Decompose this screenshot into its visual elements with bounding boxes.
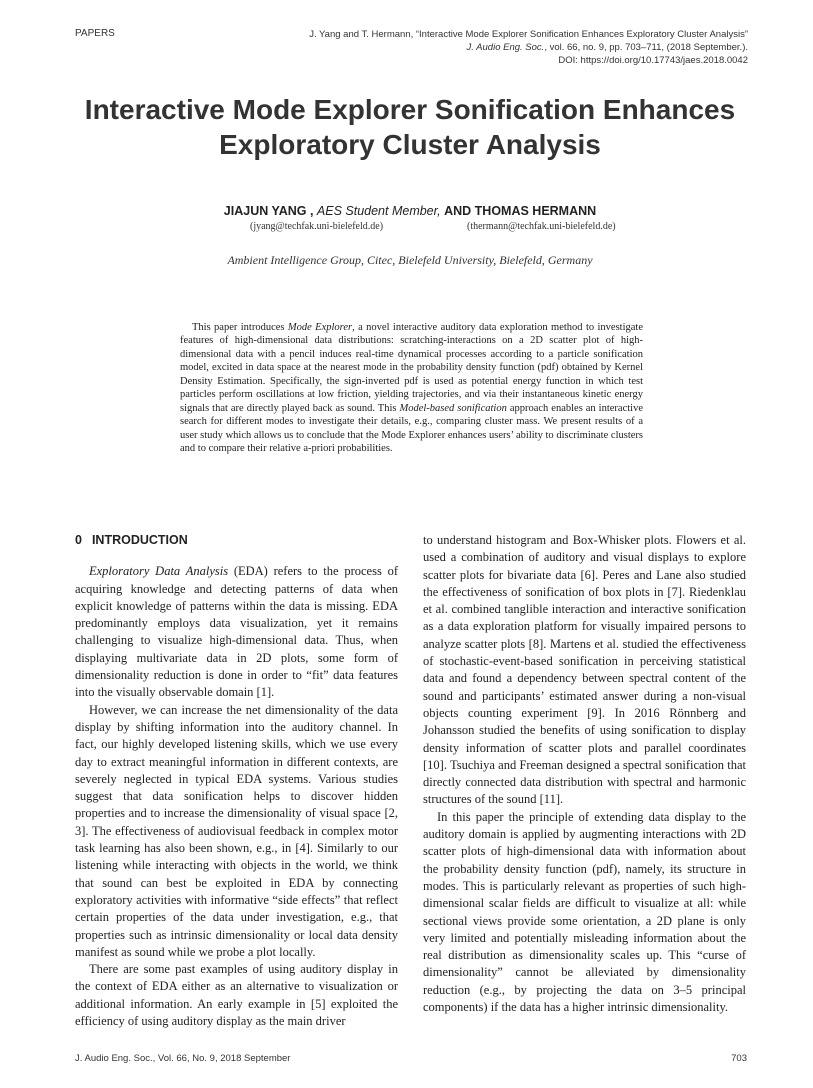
author-2-name: THOMAS HERMANN [474,204,597,218]
author-1-email[interactable]: (jyang@techfak.uni-bielefeld.de) [250,221,384,232]
abstract-text-2: , a novel interactive auditory data exploration method to investigate features of high-dimensional data distributions: scratching-interactions on a 2D scatter plot of high-dimensional data with a pencil induces real-time dynamical processes according to a particle sonification model, excited in data space at the nearest mode in the probability density function (pdf) obtained by Kernel Density Estimation. Specifically, the sign-inverted pdf is used as potential energy function in which test particles perform oscillations at low friction, yielding trajectories, and via their instantaneous kinetic energy signals that are directly played back as sound. This [180,322,643,414]
body-paragraph-1 [75,563,398,701]
body-column-right [423,532,746,1016]
body-column-left [75,532,398,1030]
body-paragraph-3: There are some past examples of using auditory display in the context of EDA either as an alternative to visualization or additional information. An early example in [5] exploited the efficiency of using auditory display as the main driver [75,962,398,1029]
abstract-text-3: approach enables an interactive search for different modes to investigate their details, e.g., comparing cluster mass. We present results of a user study which allows us to conclude that the Mode Explorer enhances users’ ability to discriminate clusters and to compare their relative a-priori probabilities. [180,402,643,455]
body-paragraph-1-text: (EDA) refers to the process of acquiring knowledge and detecting patterns of data when explicit knowledge of patterns within the data is missing. EDA predominantly employs data visualization, yet it remains challenging to visualize high-dimensional data. Thus, when displaying multivariate data in 2D plots, some form of dimensionality reduction is done in order to “fit” data features into the visually observable domain [1]. [75,564,398,700]
section-title: INTRODUCTION [91,533,188,547]
paper-title [40,92,780,162]
page-number: 703 [731,1053,747,1064]
abstract-emphasis-2: Model-based sonification [399,402,507,414]
author-connector: AND [444,204,472,218]
abstract [180,321,643,456]
doi-link[interactable]: DOI: https://doi.org/10.17743/jaes.2018.0042 [558,55,748,66]
abstract-text-1: This paper introduces [192,322,288,333]
body-paragraph-5: In this paper the principle of extending data display to the auditory domain is applied by augmenting interactions with 2D scatter plots of high-dimensional data with information about the probability density function (pdf), namely, its structure in modes. This is particularly relevant as properties of such high-dimensional scalar fields are difficult to visualize at all: while sectional views provide some orientation, a 2D plane is only very limited and potentially misleading information about the real distribution as dimensionality scales up. This “curse of dimensionality” cannot be alleviated by dimensionality reduction (e.g., by projecting the data on 3–5 principal components) if the data has a higher intrinsic dimensionality. [423,809,746,1015]
citation-line-2 [228,41,748,54]
citation-line-1: J. Yang and T. Hermann, “Interactive Mode Explorer Sonification Enhances Exploratory Cluster Analysis” [309,29,748,40]
section-heading [75,532,398,549]
footer-journal: J. Audio Eng. Soc., Vol. 66, No. 9, 2018 September [75,1053,291,1064]
author-1-membership: AES Student Member, [316,204,441,218]
affiliation: Ambient Intelligence Group, Citec, Bielefeld University, Bielefeld, Germany [227,253,593,267]
running-head-section: PAPERS [75,28,115,39]
author-1-name: JIAJUN YANG , [223,204,314,218]
citation-block [228,28,748,67]
section-number: 0 [75,533,82,547]
abstract-emphasis-1: Mode Explorer [287,322,353,333]
body-paragraph-2: However, we can increase the net dimensionality of the data display by shifting information into the auditory channel. In fact, our highly developed listening skills, which we use every day to extract meaningful information in different contexts, are severely neglected in typical EDA systems. Various studies suggest that data sonification helps to discover hidden properties and to increase the dimensionality of visual space [2, 3]. The effectiveness of audiovisual feedback in complex motor task learning has also been shown, e.g., in [4]. Similarly to our listening while interacting with objects in the world, we think that sound can best be exploited in EDA by connecting exploratory activities with informative “side effects” that reflect certain properties of the data under investigation, e.g., that properties such as intrinsic dimensionality or local data density manifest as sound while we probe a plot locally. [75,702,398,959]
title-line-2: Exploratory Cluster Analysis [219,129,601,160]
citation-journal: J. Audio Eng. Soc. [466,42,545,53]
citation-volume-info: , vol. 66, no. 9, pp. 703–711, (2018 September.). [544,42,748,53]
body-paragraph-4: to understand histogram and Box-Whisker plots. Flowers et al. used a combination of auditory and visual displays to explore scatter plots for bivariate data [6]. Peres and Lane also studied the effectiveness of sonification of box plots in [7]. Riedenklau et al. combined tanglible interaction and interactive sonification as a data exploration platform for visually impaired persons to analyze scatter plots [8]. Martens et al. studied the effectiveness of stochastic-event-based sonification in perceiving statistical data and found a dependency between spectral content of the sound and participants’ estimated answer during a non-visual objects counting experiment [9]. In 2016 Rönnberg and Johansson studied the benefits of using sonification to display density information of scatter plots and parallel coordinates [10]. Tsuchiya and Freeman designed a spectral sonification that directly connected data distribution with spectral and harmonic structures of the sound [11]. [423,533,746,807]
author-line [40,204,780,218]
author-2-email[interactable]: (thermann@techfak.uni-bielefeld.de) [467,221,616,232]
body-paragraph-1-emphasis: Exploratory Data Analysis [89,564,229,579]
title-line-1: Interactive Mode Explorer Sonification Enhances [84,94,736,125]
